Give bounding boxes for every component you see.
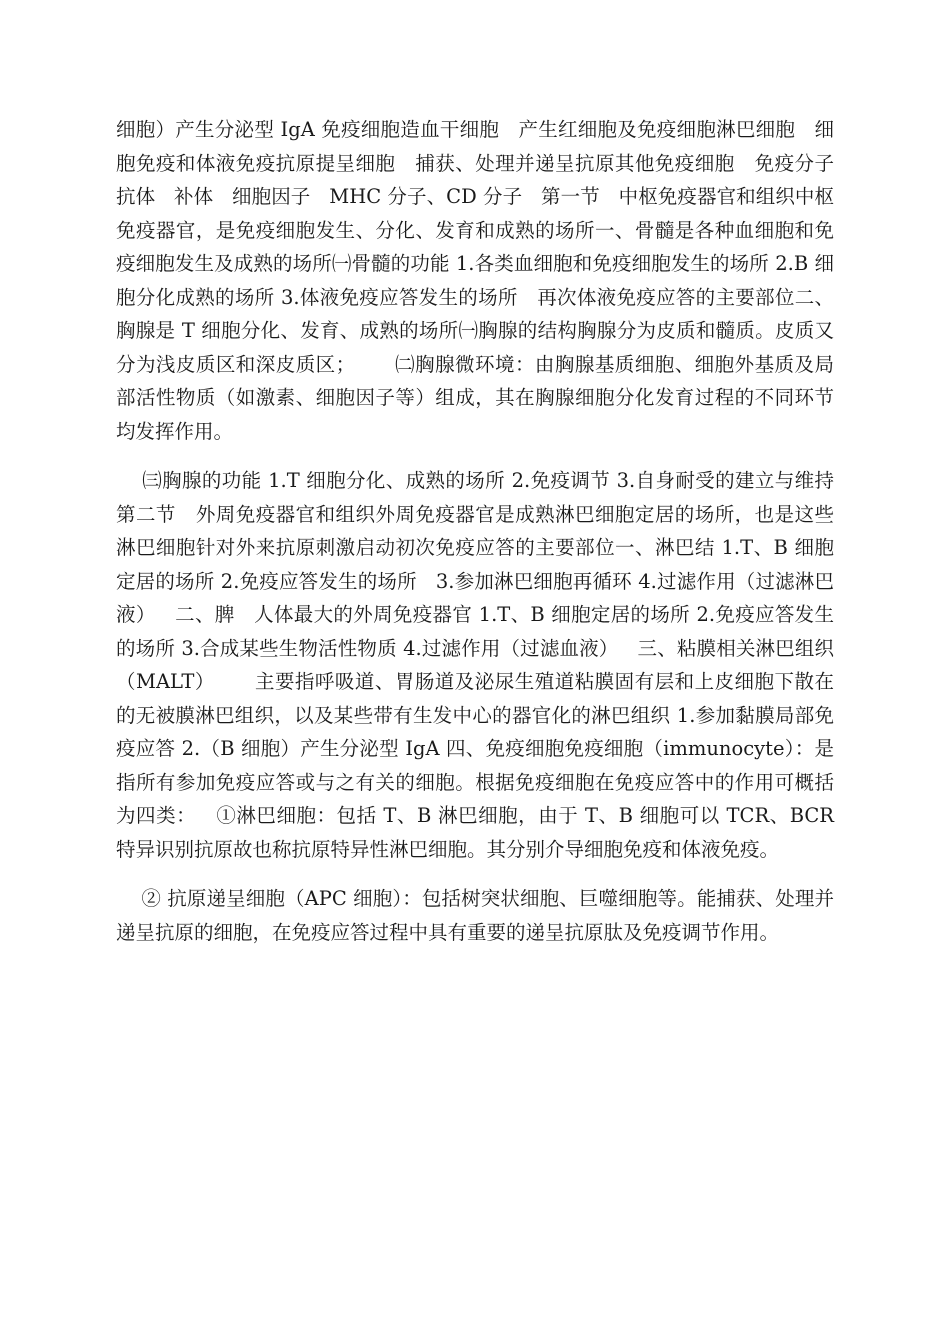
document-body (116, 113, 841, 949)
paragraph-immune-organs: 细胞）产生分泌型 IgA 免疫细胞造血干细胞 产生红细胞及免疫细胞淋巴细胞 细胞免疫和体液免疫抗原提呈细胞 捕获、处理并递呈抗原其他免疫细胞 免疫分子抗体 补体 细胞因子 MHC 分子、CD 分子 第一节 中枢免疫器官和组织中枢免疫器官，是免疫细胞发生、分化、发育和成熟的场所一、骨髓是各种血细胞和免疫细胞发生及成熟的场所㈠骨髓的功能 1.各类血细胞和免疫细胞发生的场所 2.B 细胞分化成熟的场所 3.体液免疫应答发生的场所 再次体液免疫应答的主要部位二、胸腺是 T 细胞分化、发育、成熟的场所㈠胸腺的结构胸腺分为皮质和髓质。皮质又分为浅皮质区和深皮质区； ㈡胸腺微环境：由胸腺基质细胞、细胞外基质及局部活性物质（如激素、细胞因子等）组成，其在胸腺细胞分化发育过程的不同环节均发挥作用。 (116, 118, 834, 443)
paragraph-thymus-peripheral-organs: ㈢胸腺的功能 1.T 细胞分化、成熟的场所 2.免疫调节 3.自身耐受的建立与维持第二节 外周免疫器官和组织外周免疫器官是成熟淋巴细胞定居的场所，也是这些淋巴细胞针对外来抗原刺激启动初次免疫应答的主要部位一、淋巴结 1.T、B 细胞定居的场所 2.免疫应答发生的场所 3.参加淋巴细胞再循环 4.过滤作用（过滤淋巴液） 二、脾 人体最大的外周免疫器官 1.T、B 细胞定居的场所 2.免疫应答发生的场所 3.合成某些生物活性物质 4.过滤作用（过滤血液） 三、粘膜相关淋巴组织（MALT） 主要指呼吸道、胃肠道及泌尿生殖道粘膜固有层和上皮细胞下散在的无被膜淋巴组织，以及某些带有生发中心的器官化的淋巴组织 1.参加黏膜局部免疫应答 2.（B 细胞）产生分泌型 IgA 四、免疫细胞免疫细胞（immunocyte）：是指所有参加免疫应答或与之有关的细胞。根据免疫细胞在免疫应答中的作用可概括为四类： ①淋巴细胞：包括 T、B 淋巴细胞，由于 T、B 细胞可以 TCR、BCR 特异识别抗原故也称抗原特异性淋巴细胞。其分别介导细胞免疫和体液免疫。 (116, 469, 841, 861)
paragraph-antigen-presenting-cells: ② 抗原递呈细胞（APC 细胞）：包括树突状细胞、巨噬细胞等。能捕获、处理并递呈抗原的细胞，在免疫应答过程中具有重要的递呈抗原肽及免疫调节作用。 (116, 887, 834, 944)
